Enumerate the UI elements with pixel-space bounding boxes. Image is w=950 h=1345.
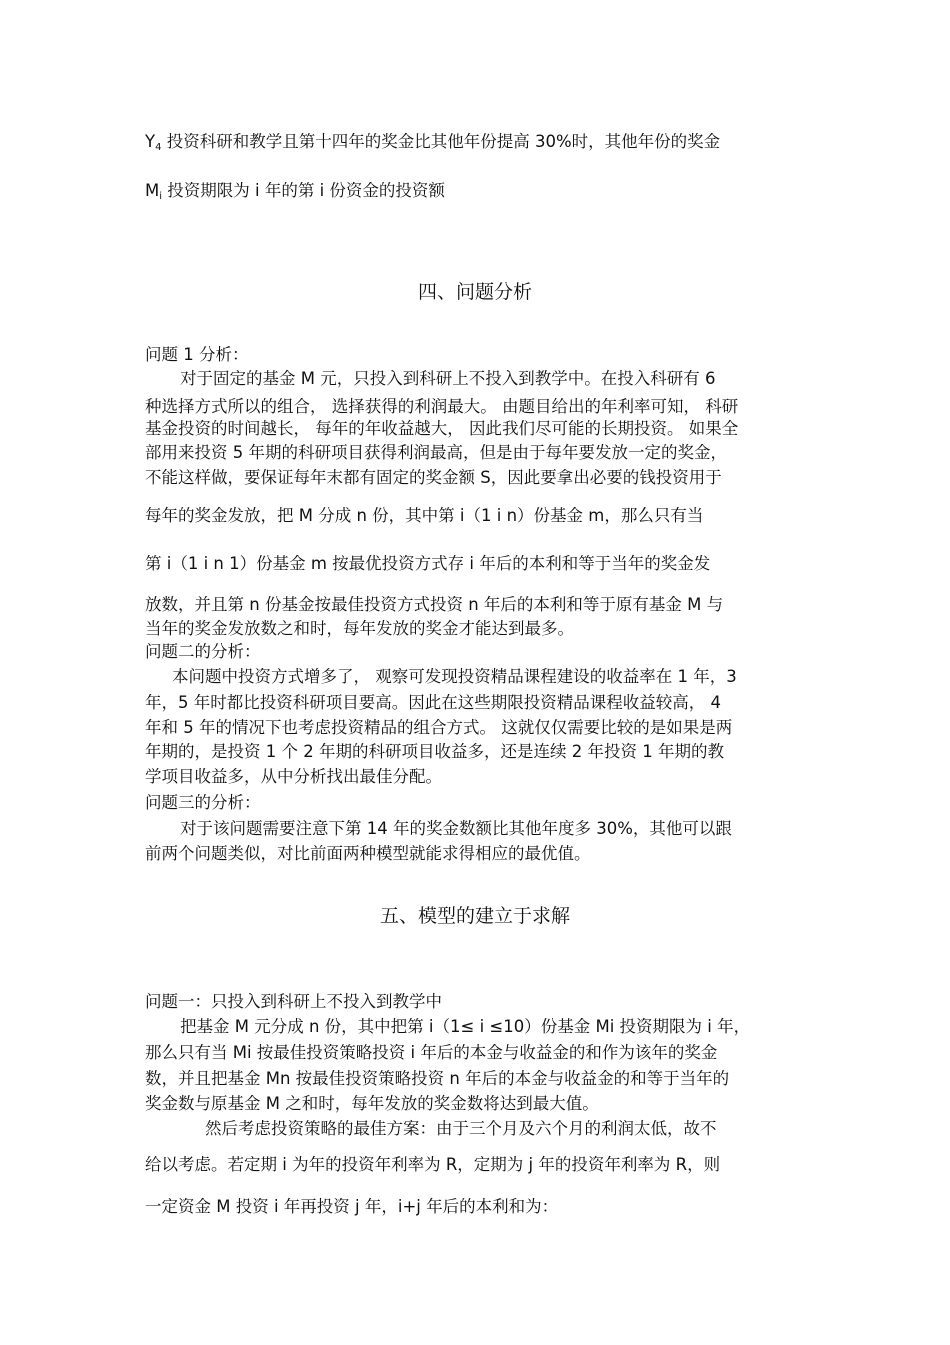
section-heading: 四、问题分析	[417, 281, 532, 303]
var-subscript: i	[159, 191, 163, 202]
paragraph-line: 种选择方式所以的组合， 选择获得的利润最大。 由题目给出的年利率可知， 科研	[145, 397, 739, 416]
paragraph-line: 奖金数与原基金 M 之和时，每年发放的奖金数将达到最大值。	[145, 1094, 599, 1113]
subsection-label: 问题三的分析：	[145, 793, 261, 812]
var-description: 投资期限为 i 年的第 i 份资金的投资额	[162, 181, 445, 200]
subsection-label: 问题一：只投入到科研上不投入到教学中	[145, 992, 442, 1011]
subsection-label: 问题二的分析：	[145, 642, 261, 661]
var-symbol: M	[145, 181, 160, 200]
paragraph-line: 放数，并且第 n 份基金按最佳投资方式投资 n 年后的本利和等于原有基金 M 与	[145, 595, 724, 614]
variable-def-y4	[145, 131, 810, 159]
var-subscript: 4	[155, 142, 162, 153]
paragraph-line: 年和 5 年的情况下也考虑投资精品的组合方式。 这就仅仅需要比较的是如果是两	[145, 718, 733, 737]
paragraph-line: 部用来投资 5 年期的科研项目获得利润最高，但是由于每年要发放一定的奖金，	[145, 443, 727, 462]
paragraph-line: 当年的奖金发放数之和时，每年发放的奖金才能达到最多。	[145, 619, 574, 638]
paragraph-line: 前两个问题类似，对比前面两种模型就能求得相应的最优值。	[145, 844, 591, 863]
paragraph-line: 年，5 年时都比投资科研项目要高。因此在这些期限投资精品课程收益较高， 4	[145, 693, 721, 712]
paragraph-line: 把基金 M 元分成 n 份，其中把第 i（1≤ i ≤10）份基金 Mi 投资期限为 i 年，	[180, 1017, 751, 1036]
paragraph-line: 数，并且把基金 Mn 按最佳投资策略投资 n 年后的本金与收益金的和等于当年的	[145, 1069, 730, 1088]
paragraph-line: 那么只有当 Mi 按最佳投资策略投资 i 年后的本金与收益金的和作为该年的奖金	[145, 1043, 718, 1062]
subsection-label: 问题 1 分析：	[145, 345, 249, 364]
paragraph-line: 每年的奖金发放，把 M 分成 n 份，其中第 i（1 i n）份基金 m，那么只有当	[145, 506, 704, 525]
paragraph-line: 对于固定的基金 M 元，只投入到科研上不投入到教学中。在投入科研有 6	[180, 369, 716, 388]
variable-def-mi	[145, 180, 810, 208]
var-symbol: Y	[145, 132, 156, 151]
paragraph-line: 基金投资的时间越长， 每年的年收益越大， 因此我们尽可能的长期投资。 如果全	[145, 419, 739, 438]
paragraph-line: 不能这样做，要保证每年末都有固定的奖金额 S，因此要拿出必要的钱投资用于	[145, 468, 722, 487]
paragraph-line: 然后考虑投资策略的最佳方案：由于三个月及六个月的利润太低，故不	[205, 1119, 717, 1138]
paragraph-line: 给以考虑。若定期 i 为年的投资年利率为 R，定期为 j 年的投资年利率为 R，则	[145, 1155, 721, 1174]
section-heading: 五、模型的建立于求解	[379, 905, 570, 927]
paragraph-line: 学项目收益多，从中分析找出最佳分配。	[145, 767, 442, 786]
paragraph-line: 第 i（1 i n 1）份基金 m 按最优投资方式存 i 年后的本利和等于当年的奖金发	[145, 554, 711, 573]
var-description: 投资科研和教学且第十四年的奖金比其他年份提高 30%时，其他年份的奖金	[161, 132, 721, 151]
paragraph-line: 一定资金 M 投资 i 年再投资 j 年，i+j 年后的本利和为：	[145, 1197, 559, 1216]
paragraph-line: 年期的，是投资 1 个 2 年期的科研项目收益多，还是连续 2 年投资 1 年期的教	[145, 742, 724, 761]
paragraph-line: 对于该问题需要注意下第 14 年的奖金数额比其他年度多 30%，其他可以跟	[180, 819, 732, 838]
paragraph-line: 本问题中投资方式增多了， 观察可发现投资精品课程建设的收益率在 1 年，3	[172, 667, 737, 686]
